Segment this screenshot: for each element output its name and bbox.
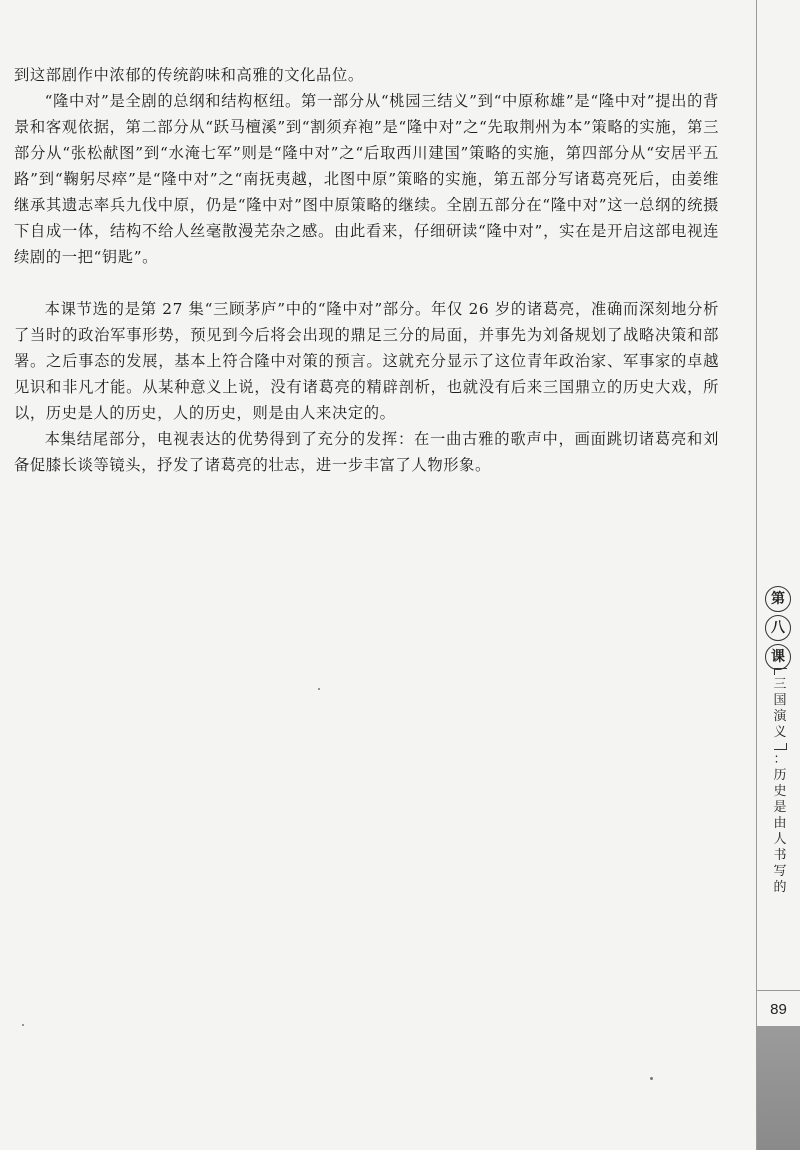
title-char: 三 bbox=[773, 677, 787, 692]
title-char: 是 bbox=[773, 800, 787, 815]
title-char: 历 bbox=[773, 768, 787, 783]
title-char: 史 bbox=[773, 784, 787, 799]
title-char: 写 bbox=[773, 864, 787, 879]
scan-speck bbox=[318, 688, 320, 690]
lesson-char-3: 课 bbox=[765, 644, 791, 670]
page-edge-tab bbox=[757, 1026, 800, 1150]
title-char: 书 bbox=[773, 848, 787, 863]
title-char: ： bbox=[773, 752, 787, 767]
paragraph-gap bbox=[14, 270, 719, 296]
main-text bbox=[14, 62, 719, 478]
quote-open-mark bbox=[774, 668, 787, 675]
paragraph-episode-ending: 本集结尾部分，电视表达的优势得到了充分的发挥：在一曲古雅的歌声中，画面跳切诸葛亮和刘备促膝长谈等镜头，抒发了诸葛亮的壮志，进一步丰富了人物形象。 bbox=[14, 430, 719, 474]
title-char: 的 bbox=[773, 880, 787, 895]
scan-speck bbox=[22, 1024, 24, 1026]
page-number: 89 bbox=[757, 990, 800, 1028]
lesson-char-2: 八 bbox=[765, 615, 791, 641]
title-char: 由 bbox=[773, 816, 787, 831]
title-char: 演 bbox=[773, 709, 787, 724]
lesson-title-vertical bbox=[770, 668, 790, 896]
margin-rule bbox=[756, 0, 757, 1150]
title-char: 人 bbox=[773, 832, 787, 847]
paragraph-continued: 到这部剧作中浓郁的传统韵味和高雅的文化品位。 bbox=[14, 66, 364, 84]
lesson-number-badge bbox=[764, 586, 792, 673]
title-char: 义 bbox=[773, 725, 787, 740]
scan-speck bbox=[650, 1077, 653, 1080]
title-char: 国 bbox=[773, 693, 787, 708]
paragraph-longzhongdui-structure: “隆中对”是全剧的总纲和结构枢纽。第一部分从“桃园三结义”到“中原称雄”是“隆中对”提出的背景和客观依据，第二部分从“跃马檀溪”到“割须弃袍”是“隆中对”之“先取荆州为本”策略的实施，第三部分从“张松献图”到“水淹七军”则是“隆中对”之“后取西川建国”策略的实施，第四部分从“安居平五路”到“鞠躬尽瘁”是“隆中对”之“南抚夷越，北图中原”策略的实施，第五部分写诸葛亮死后，由姜维继承其遗志率兵九伐中原，仍是“隆中对”图中原策略的继续。全剧五部分在“隆中对”这一总纲的统摄下自成一体，结构不给人丝毫散漫芜杂之感。由此看来，仔细研读“隆中对”，实在是开启这部电视连续剧的一把“钥匙”。 bbox=[14, 92, 719, 266]
quote-close-mark bbox=[774, 743, 787, 750]
lesson-char-1: 第 bbox=[765, 586, 791, 612]
paragraph-lesson-excerpt: 本课节选的是第 27 集“三顾茅庐”中的“隆中对”部分。年仅 26 岁的诸葛亮，准确而深刻地分析了当时的政治军事形势，预见到今后将会出现的鼎足三分的局面，并事先为刘备规划了战略决策和部署。之后事态的发展，基本上符合隆中对策的预言。这就充分显示了这位青年政治家、军事家的卓越见识和非凡才能。从某种意义上说，没有诸葛亮的精辟剖析，也就没有后来三国鼎立的历史大戏，所以，历史是人的历史，人的历史，则是由人来决定的。 bbox=[14, 300, 719, 422]
